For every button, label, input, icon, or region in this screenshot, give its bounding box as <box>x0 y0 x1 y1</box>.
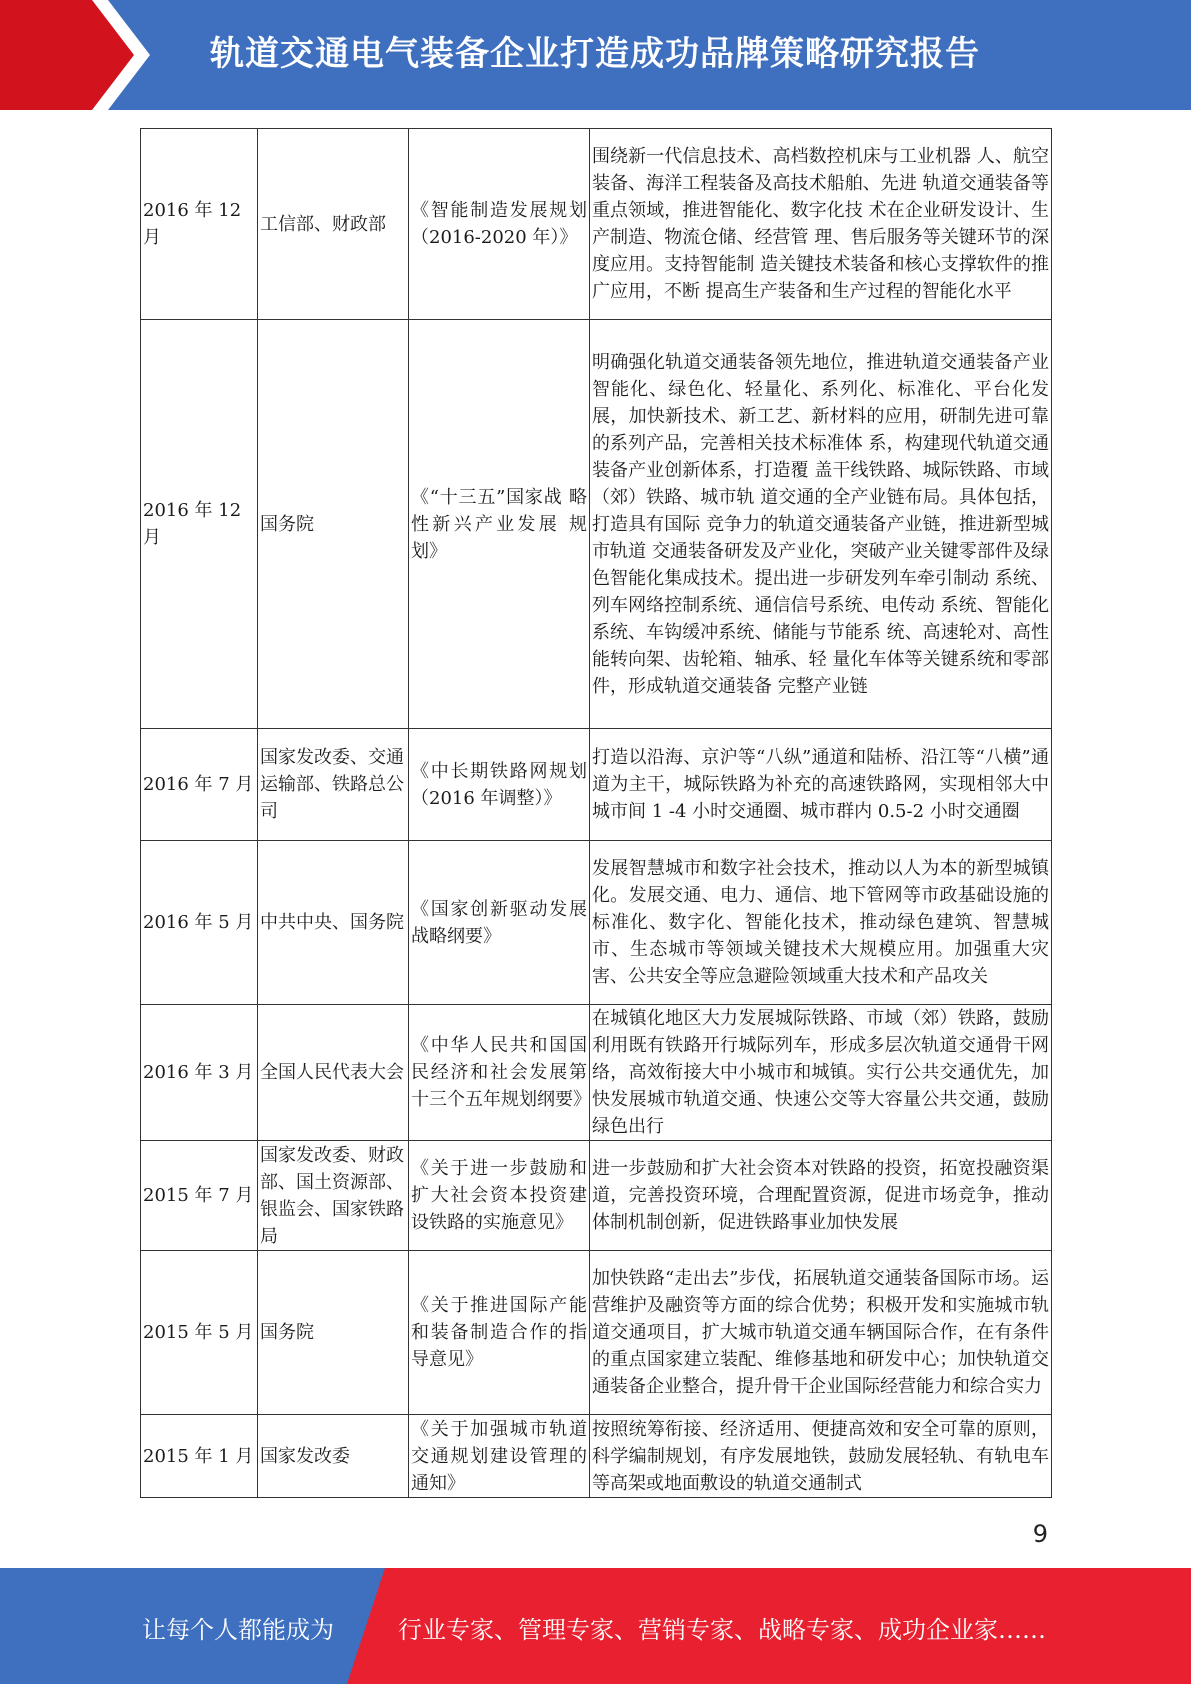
report-title: 轨道交通电气装备企业打造成功品牌策略研究报告 <box>210 34 980 74</box>
table-row <box>141 1141 1052 1251</box>
table-row <box>141 841 1052 1005</box>
issuer-cell: 工信部、财政部 <box>258 129 409 320</box>
page-footer <box>0 1568 1191 1684</box>
page-header <box>0 0 1191 110</box>
document-cell: 《中长期铁路网规划（2016 年调整）》 <box>409 729 590 841</box>
document-cell: 《国家创新驱动发展战略纲要》 <box>409 841 590 1005</box>
page-number: 9 <box>1032 1520 1048 1548</box>
document-cell: 《关于进一步鼓励和扩大社会资本投资建设铁路的实施意见》 <box>409 1141 590 1251</box>
issuer-cell: 中共中央、国务院 <box>258 841 409 1005</box>
table-row <box>141 1415 1052 1498</box>
content-cell: 按照统筹衔接、经济适用、便捷高效和安全可靠的原则，科学编制规划，有序发展地铁，鼓励发展轻轨、有轨电车等高架或地面敷设的轨道交通制式 <box>590 1415 1052 1498</box>
date-cell: 2016 年 12 月 <box>141 129 258 320</box>
date-cell: 2015 年 7 月 <box>141 1141 258 1251</box>
date-cell: 2015 年 5 月 <box>141 1251 258 1415</box>
document-cell: 《关于加强城市轨道交通规划建设管理的通知》 <box>409 1415 590 1498</box>
content-cell: 明确强化轨道交通装备领先地位，推进轨道交通装备产业智能化、绿色化、轻量化、系列化、标准化、平台化发展，加快新技术、新工艺、新材料的应用，研制先进可靠的系列产品，完善相关技术标准体 系，构建现代轨道交通装备产业创新体系，打造覆 盖干线铁路、城际铁路、市域（郊）铁路、城市轨 道交通的全产业链布局。具体包括，打造具有国际 竞争力的轨道交通装备产业链，推进新型城市轨道 交通装备研发及产业化，突破产业关键零部件及绿 色智能化集成技术。提出进一步研发列车牵引制动 系统、列车网络控制系统、通信信号系统、电传动 系统、智能化系统、车钩缓冲系统、储能与节能系 统、高速轮对、高性能转向架、齿轮箱、轴承、轻 量化车体等关键系统和零部件，形成轨道交通装备 完整产业链 <box>590 320 1052 729</box>
document-cell: 《“十三五”国家战 略性新兴产业发展 规划》 <box>409 320 590 729</box>
content-cell: 围绕新一代信息技术、高档数控机床与工业机器 人、航空装备、海洋工程装备及高技术船舶、先进 轨道交通装备等重点领域，推进智能化、数字化技 术在企业研发设计、生产制造、物流仓储、经营管 理、售后服务等关键环节的深度应用。支持智能制 造关键技术装备和核心支撑软件的推广应用，不断 提高生产装备和生产过程的智能化水平 <box>590 129 1052 320</box>
table-row <box>141 320 1052 729</box>
table-row <box>141 729 1052 841</box>
footer-slogan-right: 行业专家、管理专家、营销专家、战略专家、成功企业家…… <box>398 1616 1046 1644</box>
content-cell: 加快铁路“走出去”步伐，拓展轨道交通装备国际市场。运营维护及融资等方面的综合优势；积极开发和实施城市轨道交通项目，扩大城市轨道交通车辆国际合作，在有条件的重点国家建立装配、维修基地和研发中心；加快轨道交通装备企业整合，提升骨干企业国际经营能力和综合实力 <box>590 1251 1052 1415</box>
header-red-arrow <box>0 0 150 110</box>
table-row <box>141 1251 1052 1415</box>
issuer-cell: 国务院 <box>258 1251 409 1415</box>
date-cell: 2016 年 7 月 <box>141 729 258 841</box>
policy-table <box>140 128 1052 1498</box>
date-cell: 2016 年 12 月 <box>141 320 258 729</box>
issuer-cell: 国家发改委、交通运输部、铁路总公司 <box>258 729 409 841</box>
content-cell: 发展智慧城市和数字社会技术，推动以人为本的新型城镇化。发展交通、电力、通信、地下管网等市政基础设施的标准化、数字化、智能化技术，推动绿色建筑、智慧城市、生态城市等领域关键技术大规模应用。加强重大灾害、公共安全等应急避险领域重大技术和产品攻关 <box>590 841 1052 1005</box>
content-cell: 进一步鼓励和扩大社会资本对铁路的投资，拓宽投融资渠道，完善投资环境，合理配置资源，促进市场竞争，推动体制机制创新，促进铁路事业加快发展 <box>590 1141 1052 1251</box>
issuer-cell: 国家发改委 <box>258 1415 409 1498</box>
issuer-cell: 国家发改委、财政部、国土资源部、银监会、国家铁路局 <box>258 1141 409 1251</box>
document-cell: 《关于推进国际产能和装备制造合作的指导意见》 <box>409 1251 590 1415</box>
document-cell: 《中华人民共和国国民经济和社会发展第十三个五年规划纲要》 <box>409 1005 590 1141</box>
date-cell: 2015 年 1 月 <box>141 1415 258 1498</box>
document-cell: 《智能制造发展规划（2016-2020 年）》 <box>409 129 590 320</box>
content-cell: 在城镇化地区大力发展城际铁路、市域（郊）铁路，鼓励利用既有铁路开行城际列车，形成多层次轨道交通骨干网络，高效衔接大中小城市和城镇。实行公共交通优先，加快发展城市轨道交通、快速公交等大容量公共交通，鼓励绿色出行 <box>590 1005 1052 1141</box>
content-cell: 打造以沿海、京沪等“八纵”通道和陆桥、沿江等“八横”通道为主干，城际铁路为补充的高速铁路网，实现相邻大中城市间 1 -4 小时交通圈、城市群内 0.5-2 小时交通圈 <box>590 729 1052 841</box>
table-row <box>141 1005 1052 1141</box>
issuer-cell: 全国人民代表大会 <box>258 1005 409 1141</box>
table-row <box>141 129 1052 320</box>
footer-slogan-left: 让每个人都能成为 <box>142 1616 334 1644</box>
issuer-cell: 国务院 <box>258 320 409 729</box>
date-cell: 2016 年 3 月 <box>141 1005 258 1141</box>
date-cell: 2016 年 5 月 <box>141 841 258 1005</box>
